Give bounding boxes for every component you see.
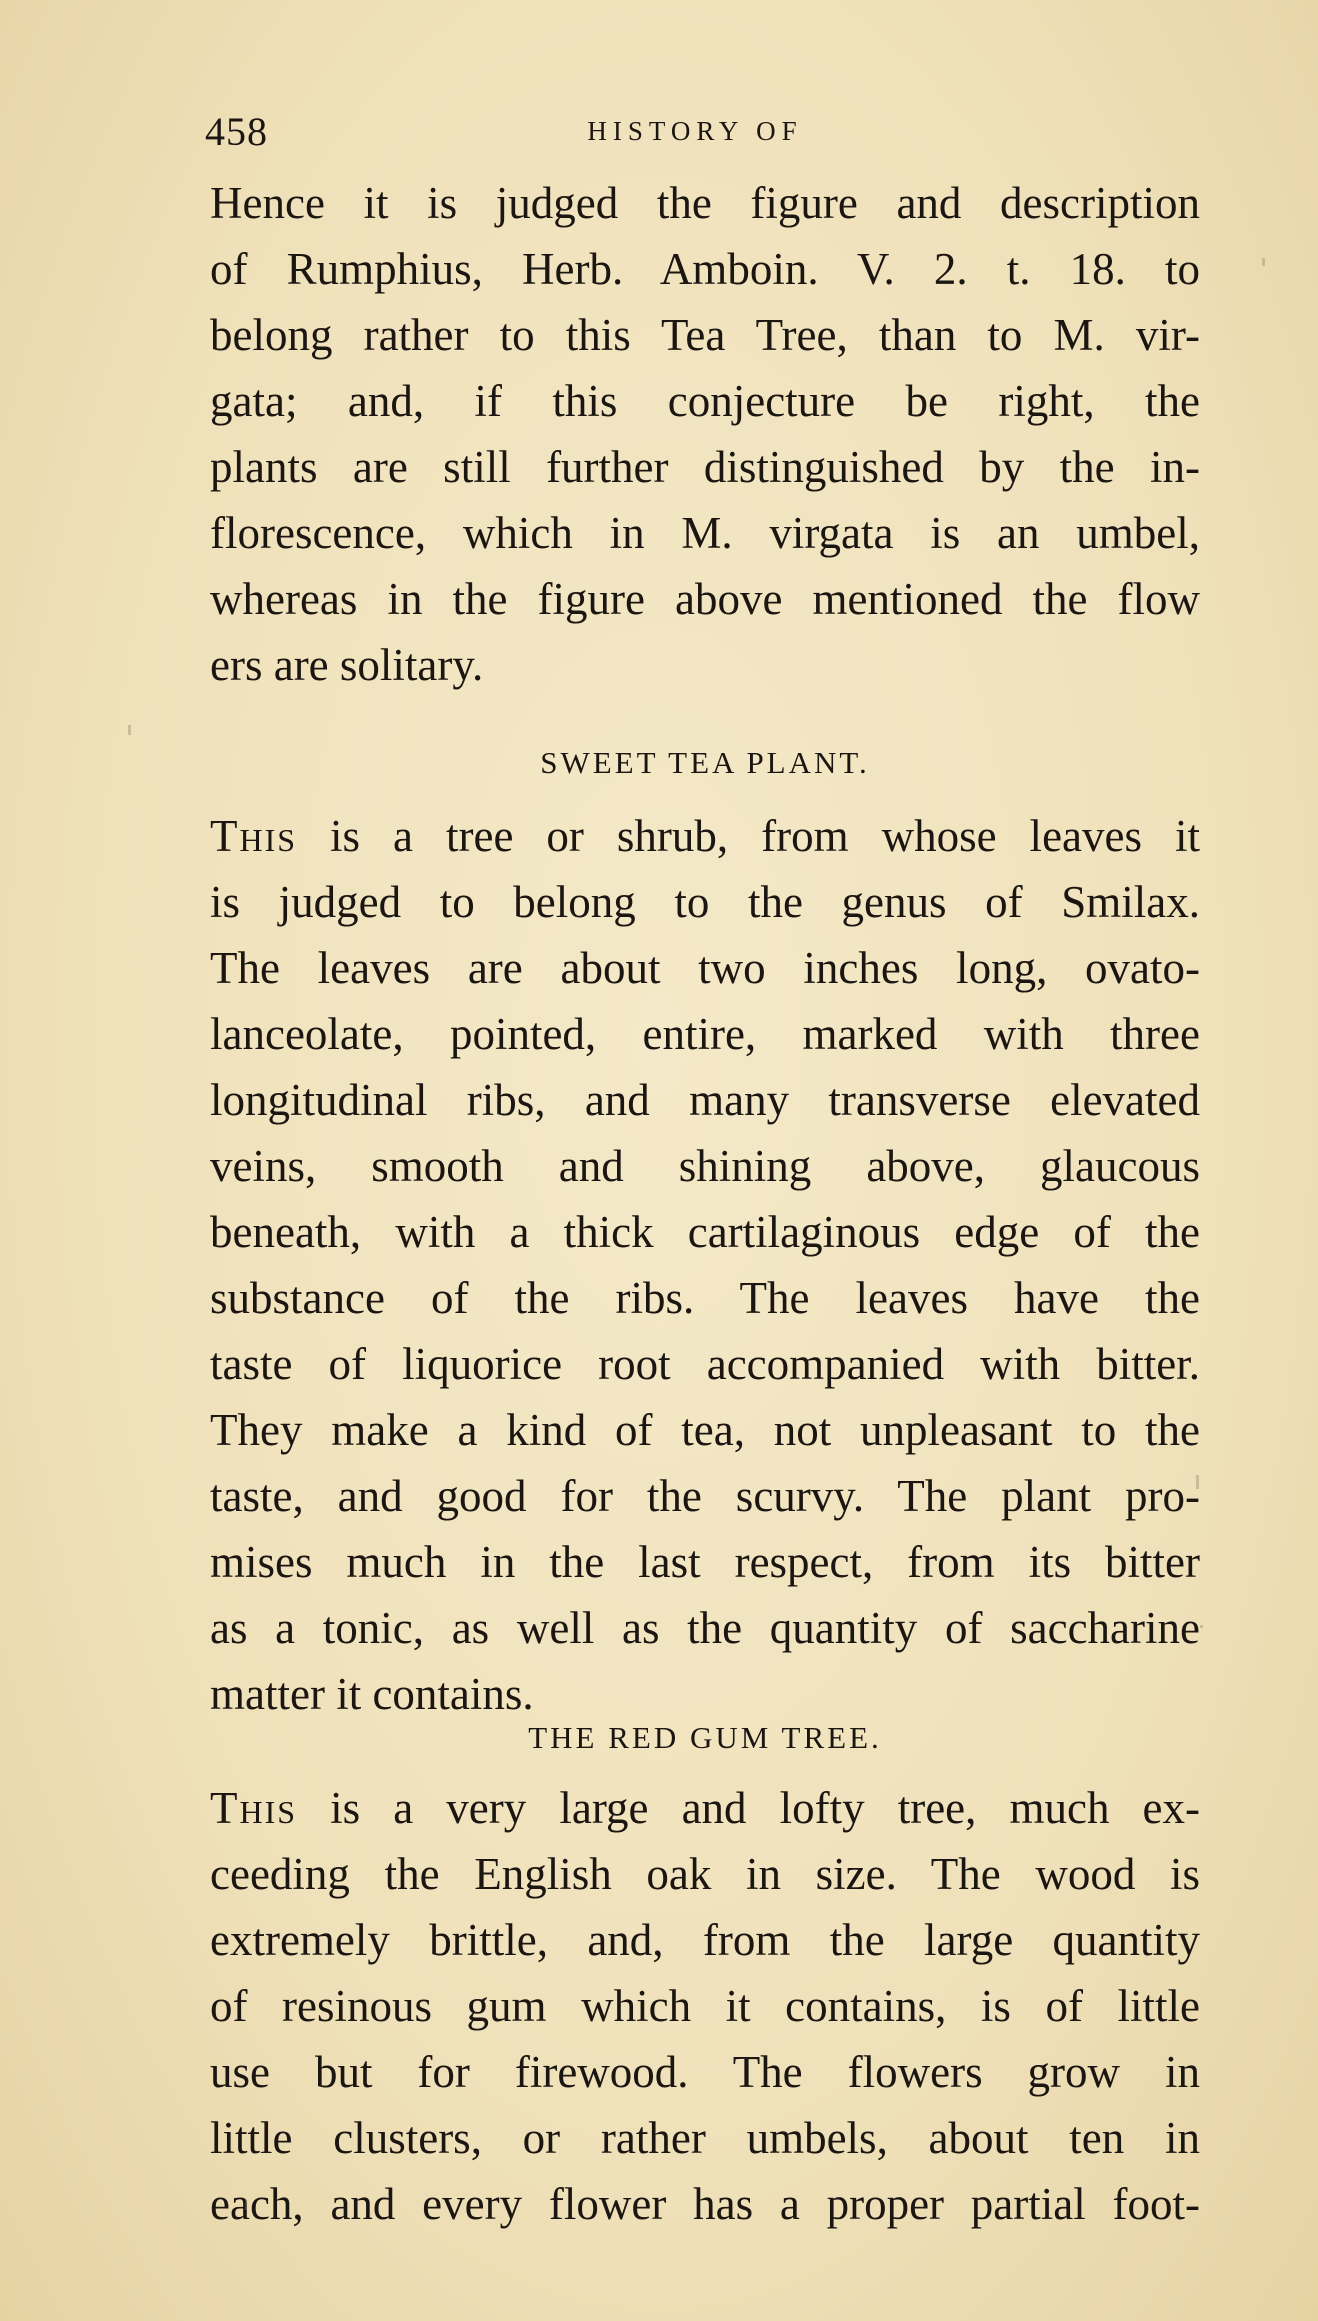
- text-line: mises much in the last respect, from its bitter: [210, 1537, 1200, 1587]
- paragraph-sweet-tea: [210, 803, 1200, 1727]
- paper-speck: [1196, 1475, 1199, 1489]
- text-line: [210, 803, 1200, 869]
- text-line: florescence, which in M. virgata is an umbel,: [210, 508, 1200, 558]
- paragraph-continuation: [210, 170, 1200, 698]
- text-line: of resinous gum which it contains, is of little: [210, 1981, 1200, 2031]
- paragraph-red-gum: [210, 1775, 1200, 2237]
- text-line: ers are solitary.: [210, 640, 484, 690]
- text-line: ceeding the English oak in size. The wood is: [210, 1849, 1200, 1899]
- text-line: belong rather to this Tea Tree, than to M. vir-: [210, 310, 1200, 360]
- text-line: matter it contains.: [210, 1669, 534, 1719]
- text-line: each, and every flower has a proper partial foot-: [210, 2179, 1200, 2229]
- page-header: [205, 108, 1185, 158]
- text-line: use but for firewood. The flowers grow in: [210, 2047, 1200, 2097]
- text-line: substance of the ribs. The leaves have the: [210, 1273, 1200, 1323]
- text-line: longitudinal ribs, and many transverse elevated: [210, 1075, 1200, 1125]
- text-line: Hence it is judged the figure and description: [210, 178, 1200, 228]
- running-head: HISTORY OF: [587, 116, 803, 146]
- text-line: veins, smooth and shining above, glaucous: [210, 1141, 1200, 1191]
- text-line: The leaves are about two inches long, ovato-: [210, 943, 1200, 993]
- text-line: of Rumphius, Herb. Amboin. V. 2. t. 18. to: [210, 244, 1200, 294]
- text-line: plants are still further distinguished by the in-: [210, 442, 1200, 492]
- text-line: is judged to belong to the genus of Smilax.: [210, 877, 1200, 927]
- paper-speck: [128, 725, 131, 735]
- text-line: whereas in the figure above mentioned the flow: [210, 574, 1200, 624]
- text-line: extremely brittle, and, from the large quantity: [210, 1915, 1200, 1965]
- lead-word: This: [210, 811, 298, 861]
- paper-speck: [245, 2200, 247, 2210]
- text-line: [210, 1775, 1200, 1841]
- text-line: gata; and, if this conjecture be right, the: [210, 376, 1200, 426]
- text-line: beneath, with a thick cartilaginous edge of the: [210, 1207, 1200, 1257]
- first-line-text: is a very large and lofty tree, much ex-: [297, 1783, 1200, 1833]
- text-line: taste, and good for the scurvy. The plant pro-: [210, 1471, 1200, 1521]
- text-line: They make a kind of tea, not unpleasant to the: [210, 1405, 1200, 1455]
- page-number: 458: [205, 109, 268, 154]
- lead-word: This: [210, 1783, 298, 1833]
- text-line: taste of liquorice root accompanied with bitter.: [210, 1339, 1200, 1389]
- paper-speck: [1262, 258, 1265, 266]
- section-heading-red-gum: THE RED GUM TREE.: [528, 1720, 882, 1755]
- section-heading-sweet-tea: SWEET TEA PLANT.: [540, 745, 870, 780]
- paper-speck: [1200, 1625, 1203, 1628]
- text-line: little clusters, or rather umbels, about ten in: [210, 2113, 1200, 2163]
- text-line: lanceolate, pointed, entire, marked with three: [210, 1009, 1200, 1059]
- text-line: as a tonic, as well as the quantity of saccharine: [210, 1603, 1200, 1653]
- first-line-text: is a tree or shrub, from whose leaves it: [297, 811, 1200, 861]
